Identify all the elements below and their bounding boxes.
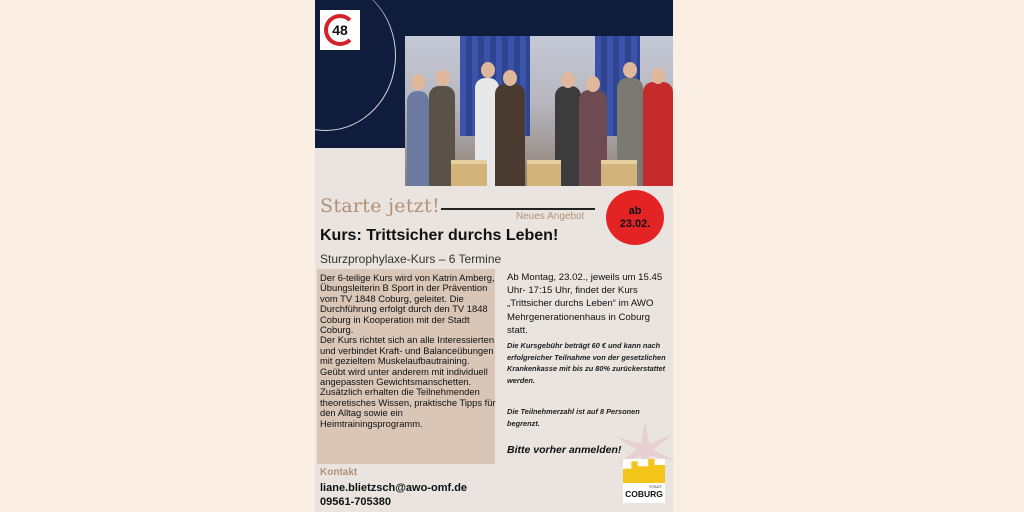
course-title: Kurs: Trittsicher durchs Leben! [320, 227, 559, 244]
fee-note: Die Kursgebühr beträgt 60 € und kann nach erfolgreicher Teilnahme von der gesetzlichen Krankenkasse mit bis zu 80% zurückerstattet werden. [507, 341, 666, 385]
date-badge-line2: 23.02. [619, 217, 651, 230]
tv1848-logo-text: 48 [324, 14, 356, 46]
contact-phone[interactable]: 09561-705380 [320, 496, 391, 508]
coburg-logo-stadt: STADT [649, 484, 662, 489]
headline-starte: Starte jetzt! [320, 195, 440, 217]
contact-heading: Kontakt [320, 467, 358, 478]
coburg-skyline-icon [623, 459, 665, 483]
date-badge-line1: ab [628, 204, 642, 217]
group-photo [405, 36, 673, 186]
contact-email[interactable]: liane.blietzsch@awo-omf.de [320, 482, 468, 494]
flyer [315, 0, 673, 512]
course-subtitle: Sturzprophylaxe-Kurs – 6 Termine [320, 252, 502, 266]
date-badge [606, 190, 664, 245]
register-call-to-action: Bitte vorher anmelden! [507, 444, 622, 456]
participant-limit-note: Die Teilnehmerzahl ist auf 8 Personen begrenzt. [507, 407, 640, 428]
headline-divider [441, 208, 595, 210]
headline-neues-angebot: Neues Angebot [516, 211, 585, 222]
schedule-text: Ab Montag, 23.02., jeweils um 15.45 Uhr- 17:15 Uhr, findet der Kurs „Trittsicher durchs Leben“ im AWO Mehrgenerationenhaus in Coburg statt. [507, 272, 663, 336]
coburg-logo-name: COBURG [625, 489, 663, 499]
description-text: Der 6-teilige Kurs wird von Katrin Amberg, Übungsleiterin B Sport in der Prävention vom TV 1848 Coburg, geleitet. Die Durchführung erfolgt durch den TV 1848 Coburg in Kooperation mit der Stadt Coburg. Der Kurs richtet sich an alle Interessierten und verbindet Kraft- und Balanceübungen mit gezieltem Muskelaufbautraining. Geübt wird unter anderem mit individuell angepassten Gewichtsmanschetten. Zusätzlich erhalten die Teilnehmenden theoretisches Wissen, praktische Tipps für den Alltag sowie ein Heimtrainingsprogramm. [320, 272, 496, 429]
stadt-coburg-logo [623, 459, 665, 503]
tv1848-logo [320, 10, 360, 50]
